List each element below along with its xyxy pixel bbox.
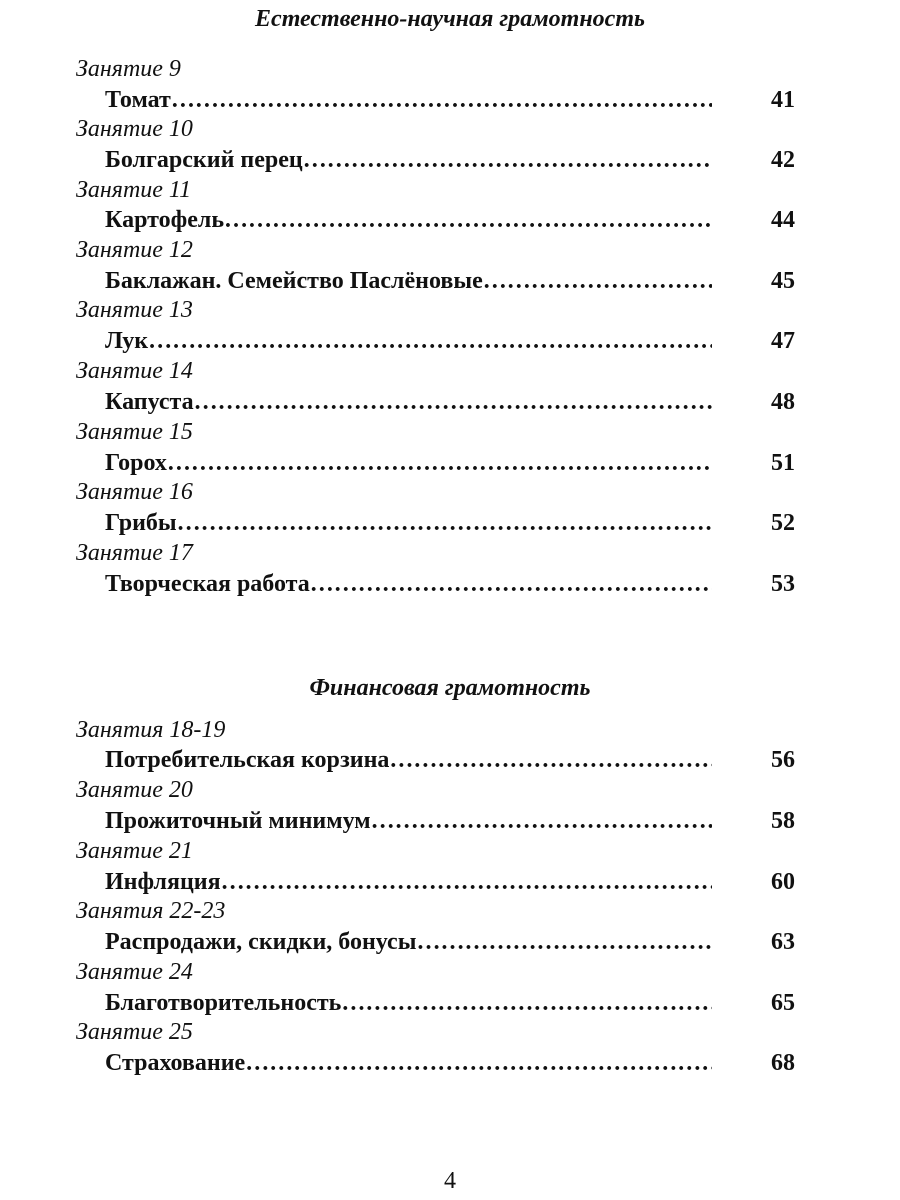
toc-entry[interactable] (105, 989, 795, 1017)
entry-page: 51 (771, 450, 795, 476)
toc-entry[interactable] (105, 146, 795, 174)
entry-page: 60 (771, 869, 795, 895)
toc-entry[interactable] (105, 327, 795, 355)
toc-entry[interactable] (105, 746, 795, 774)
entry-title: Лук …………………………………………………………………………………………………………………… (105, 327, 712, 355)
entry-title: Прожиточный минимум …………………………………………………………………………………………………………………… (105, 807, 712, 835)
page-number: 4 (444, 1168, 456, 1194)
entry-page: 56 (771, 747, 795, 773)
lesson-label: Занятие 21 (76, 838, 193, 864)
entry-page: 53 (771, 571, 795, 597)
entry-title: Томат …………………………………………………………………………………………………………………… (105, 86, 712, 114)
toc-entry[interactable] (105, 509, 795, 537)
entry-page: 42 (771, 147, 795, 173)
lesson-label: Занятие 13 (76, 297, 193, 323)
lesson-label: Занятие 10 (76, 116, 193, 142)
lesson-label: Занятие 15 (76, 419, 193, 445)
entry-title: Болгарский перец …………………………………………………………………………………………………………………… (105, 146, 712, 174)
toc-entry[interactable] (105, 267, 795, 295)
entry-title: Страхование …………………………………………………………………………………………………………………… (105, 1049, 712, 1077)
entry-title: Благотворительность …………………………………………………………………………………………………………………… (105, 989, 712, 1017)
entry-page: 48 (771, 389, 795, 415)
lesson-label: Занятие 25 (76, 1019, 193, 1045)
entry-title: Грибы …………………………………………………………………………………………………………………… (105, 509, 712, 537)
lesson-label: Занятие 14 (76, 358, 193, 384)
lesson-label: Занятие 11 (76, 177, 192, 203)
entry-page: 45 (771, 268, 795, 294)
toc-entry[interactable] (105, 449, 795, 477)
lesson-label: Занятия 22-23 (76, 898, 226, 924)
lesson-label: Занятие 12 (76, 237, 193, 263)
entry-page: 58 (771, 808, 795, 834)
lesson-label: Занятие 20 (76, 777, 193, 803)
entry-title: Инфляция …………………………………………………………………………………………………………………… (105, 868, 712, 896)
toc-entry[interactable] (105, 86, 795, 114)
lesson-label: Занятие 16 (76, 479, 193, 505)
entry-page: 65 (771, 990, 795, 1016)
entry-title: Творческая работа …………………………………………………………………………………………………………………… (105, 570, 712, 598)
toc-entry[interactable] (105, 868, 795, 896)
entry-page: 68 (771, 1050, 795, 1076)
lesson-label: Занятие 9 (76, 56, 181, 82)
toc-entry[interactable] (105, 388, 795, 416)
lesson-label: Занятие 17 (76, 540, 193, 566)
entry-page: 52 (771, 510, 795, 536)
section-title-natural-science: Естественно-научная грамотность (255, 6, 645, 32)
toc-entry[interactable] (105, 206, 795, 234)
toc-entry[interactable] (105, 1049, 795, 1077)
entry-title: Потребительская корзина …………………………………………………………………………………………………………………… (105, 746, 712, 774)
entry-page: 63 (771, 929, 795, 955)
entry-title: Распродажи, скидки, бонусы …………………………………………………………………………………………………………………… (105, 928, 712, 956)
entry-page: 41 (771, 87, 795, 113)
entry-title: Горох …………………………………………………………………………………………………………………… (105, 449, 712, 477)
entry-title: Баклажан. Семейство Паслёновые …………………………………………………………………………………………………………………… (105, 267, 712, 295)
toc-entry[interactable] (105, 928, 795, 956)
toc-entry[interactable] (105, 807, 795, 835)
lesson-label: Занятия 18-19 (76, 717, 226, 743)
entry-page: 47 (771, 328, 795, 354)
entry-title: Капуста …………………………………………………………………………………………………………………… (105, 388, 712, 416)
lesson-label: Занятие 24 (76, 959, 193, 985)
section-title-financial: Финансовая грамотность (309, 675, 591, 701)
toc-entry[interactable] (105, 570, 795, 598)
entry-page: 44 (771, 207, 795, 233)
entry-title: Картофель …………………………………………………………………………………………………………………… (105, 206, 712, 234)
